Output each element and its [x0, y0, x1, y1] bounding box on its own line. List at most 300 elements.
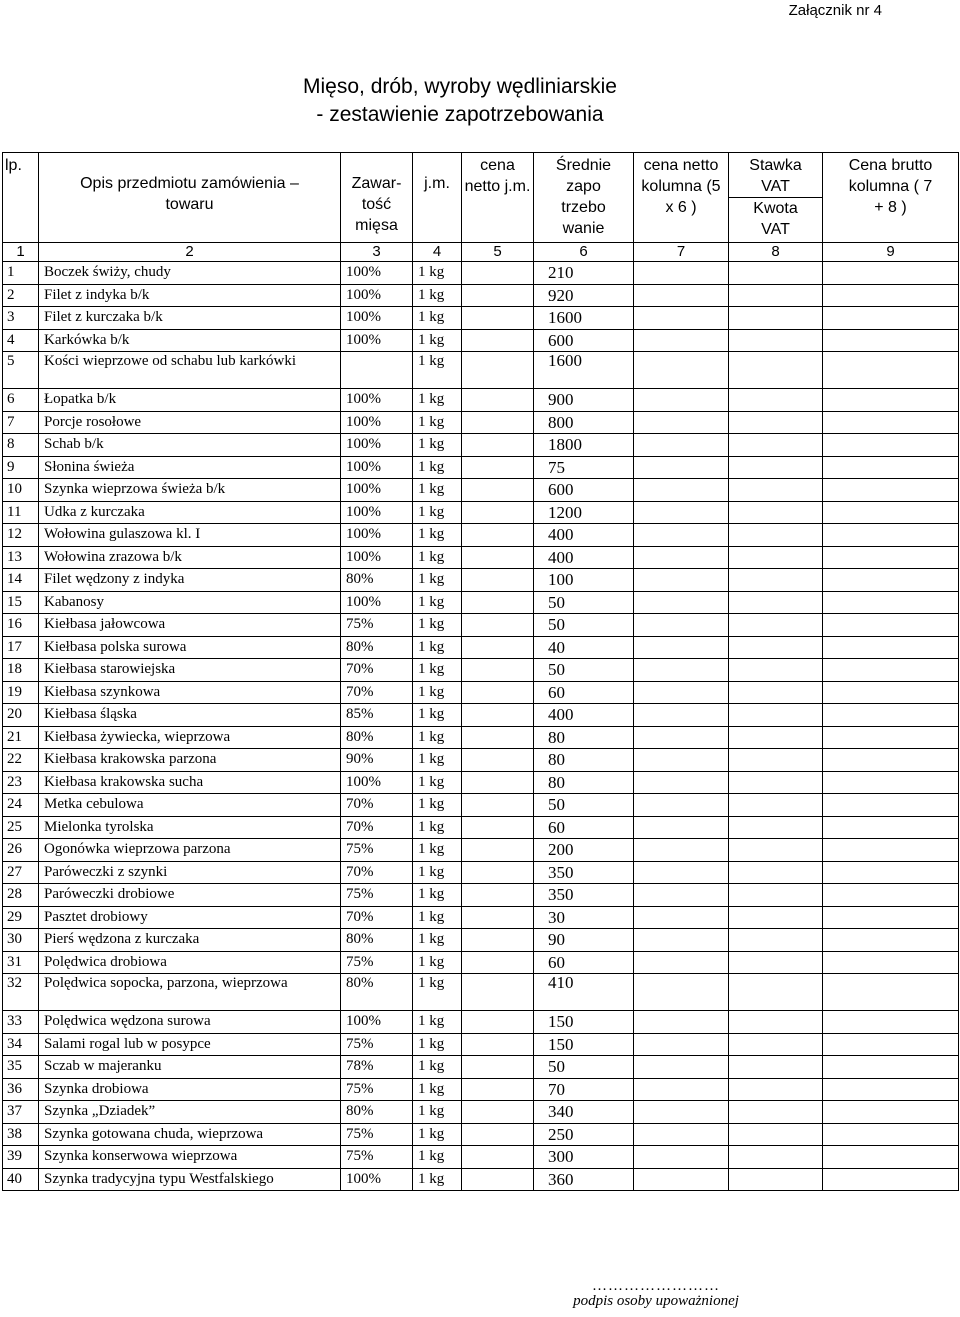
table-row — [3, 794, 959, 817]
meat-content: 100% — [341, 434, 413, 457]
net-price-unit — [462, 307, 534, 330]
avg-demand: 400 — [534, 546, 634, 569]
meat-content: 90% — [341, 749, 413, 772]
meat-content: 70% — [341, 659, 413, 682]
row-number: 7 — [3, 411, 39, 434]
vat-cell — [729, 501, 823, 524]
gross-price — [823, 591, 959, 614]
avg-demand: 400 — [534, 524, 634, 547]
row-number: 12 — [3, 524, 39, 547]
gross-price — [823, 861, 959, 884]
avg-demand: 60 — [534, 681, 634, 704]
unit: 1 kg — [413, 262, 462, 285]
unit: 1 kg — [413, 839, 462, 862]
avg-demand: 80 — [534, 726, 634, 749]
gross-price — [823, 636, 959, 659]
net-price-unit — [462, 546, 534, 569]
vat-cell — [729, 546, 823, 569]
vat-cell — [729, 307, 823, 330]
gross-price — [823, 262, 959, 285]
avg-demand: 75 — [534, 456, 634, 479]
unit: 1 kg — [413, 524, 462, 547]
avg-demand: 250 — [534, 1123, 634, 1146]
unit: 1 kg — [413, 906, 462, 929]
avg-demand: 920 — [534, 284, 634, 307]
meat-content: 78% — [341, 1056, 413, 1079]
vat-cell — [729, 569, 823, 592]
avg-demand: 1200 — [534, 501, 634, 524]
row-number: 2 — [3, 284, 39, 307]
vat-cell — [729, 329, 823, 352]
row-number: 35 — [3, 1056, 39, 1079]
row-number: 8 — [3, 434, 39, 457]
net-price-unit — [462, 861, 534, 884]
vat-cell — [729, 839, 823, 862]
unit: 1 kg — [413, 569, 462, 592]
net-price-unit — [462, 1033, 534, 1056]
unit: 1 kg — [413, 501, 462, 524]
net-price-unit — [462, 929, 534, 952]
product-name: Paróweczki z szynki — [39, 861, 341, 884]
unit: 1 kg — [413, 884, 462, 907]
meat-content: 75% — [341, 839, 413, 862]
gross-price — [823, 951, 959, 974]
row-number: 18 — [3, 659, 39, 682]
unit: 1 kg — [413, 456, 462, 479]
net-price-column — [634, 411, 729, 434]
gross-price — [823, 1146, 959, 1169]
net-price-unit — [462, 411, 534, 434]
product-name: Schab b/k — [39, 434, 341, 457]
net-price-unit — [462, 389, 534, 412]
unit: 1 kg — [413, 614, 462, 637]
net-price-unit — [462, 1078, 534, 1101]
vat-cell — [729, 951, 823, 974]
gross-price — [823, 974, 959, 1011]
unit: 1 kg — [413, 352, 462, 389]
vat-cell — [729, 591, 823, 614]
product-name: Porcje rosołowe — [39, 411, 341, 434]
product-name: Karkówka b/k — [39, 329, 341, 352]
product-name: Wołowina zrazowa b/k — [39, 546, 341, 569]
table-row — [3, 262, 959, 285]
row-number: 34 — [3, 1033, 39, 1056]
product-name: Sczab w majeranku — [39, 1056, 341, 1079]
row-number: 25 — [3, 816, 39, 839]
table-row — [3, 352, 959, 389]
meat-content: 100% — [341, 411, 413, 434]
net-price-column — [634, 884, 729, 907]
net-price-column — [634, 816, 729, 839]
header-unit: j.m. — [413, 153, 462, 243]
gross-price — [823, 1123, 959, 1146]
table-row — [3, 307, 959, 330]
net-price-unit — [462, 262, 534, 285]
table-row — [3, 636, 959, 659]
avg-demand: 40 — [534, 636, 634, 659]
net-price-column — [634, 636, 729, 659]
gross-price — [823, 794, 959, 817]
net-price-unit — [462, 1123, 534, 1146]
unit: 1 kg — [413, 861, 462, 884]
net-price-column — [634, 329, 729, 352]
row-number: 3 — [3, 307, 39, 330]
row-number: 36 — [3, 1078, 39, 1101]
product-name: Szynka wieprzowa świeża b/k — [39, 479, 341, 502]
table-row — [3, 726, 959, 749]
net-price-column — [634, 591, 729, 614]
product-name: Szynka konserwowa wieprzowa — [39, 1146, 341, 1169]
row-number: 40 — [3, 1168, 39, 1191]
column-number: 9 — [823, 243, 959, 262]
meat-content: 70% — [341, 794, 413, 817]
column-number: 7 — [634, 243, 729, 262]
avg-demand: 50 — [534, 794, 634, 817]
row-number: 33 — [3, 1011, 39, 1034]
net-price-column — [634, 389, 729, 412]
gross-price — [823, 479, 959, 502]
gross-price — [823, 1033, 959, 1056]
header-description: Opis przedmiotu zamówienia – towaru — [39, 153, 341, 243]
net-price-unit — [462, 884, 534, 907]
vat-cell — [729, 884, 823, 907]
meat-content — [341, 352, 413, 389]
net-price-unit — [462, 614, 534, 637]
signature-block — [556, 1278, 756, 1310]
requirements-table — [2, 152, 959, 1191]
net-price-column — [634, 906, 729, 929]
net-price-column — [634, 1168, 729, 1191]
table-header-row — [3, 153, 959, 243]
vat-cell — [729, 434, 823, 457]
vat-cell — [729, 861, 823, 884]
row-number: 16 — [3, 614, 39, 637]
net-price-column — [634, 659, 729, 682]
gross-price — [823, 456, 959, 479]
meat-content: 75% — [341, 1146, 413, 1169]
row-number: 38 — [3, 1123, 39, 1146]
vat-cell — [729, 1101, 823, 1124]
meat-content: 100% — [341, 524, 413, 547]
net-price-unit — [462, 906, 534, 929]
table-row — [3, 861, 959, 884]
net-price-column — [634, 569, 729, 592]
row-number: 15 — [3, 591, 39, 614]
meat-content: 75% — [341, 951, 413, 974]
meat-content: 100% — [341, 389, 413, 412]
table-row — [3, 749, 959, 772]
net-price-unit — [462, 951, 534, 974]
signature-label: podpis osoby upoważnionej — [573, 1293, 739, 1309]
row-number: 5 — [3, 352, 39, 389]
meat-content: 75% — [341, 884, 413, 907]
net-price-unit — [462, 636, 534, 659]
gross-price — [823, 839, 959, 862]
product-name: Paróweczki drobiowe — [39, 884, 341, 907]
product-name: Pierś wędzona z kurczaka — [39, 929, 341, 952]
avg-demand: 100 — [534, 569, 634, 592]
header-meat-content: Zawar- tość mięsa — [341, 153, 413, 243]
net-price-column — [634, 456, 729, 479]
meat-content: 75% — [341, 1033, 413, 1056]
table-row — [3, 434, 959, 457]
vat-cell — [729, 771, 823, 794]
unit: 1 kg — [413, 794, 462, 817]
meat-content: 100% — [341, 329, 413, 352]
net-price-column — [634, 352, 729, 389]
table-row — [3, 771, 959, 794]
meat-content: 85% — [341, 704, 413, 727]
table-row — [3, 681, 959, 704]
table-row — [3, 884, 959, 907]
net-price-unit — [462, 771, 534, 794]
net-price-column — [634, 704, 729, 727]
row-number: 1 — [3, 262, 39, 285]
net-price-column — [634, 501, 729, 524]
net-price-unit — [462, 479, 534, 502]
meat-content: 100% — [341, 479, 413, 502]
net-price-unit — [462, 1011, 534, 1034]
gross-price — [823, 929, 959, 952]
net-price-column — [634, 861, 729, 884]
meat-content: 100% — [341, 284, 413, 307]
meat-content: 100% — [341, 546, 413, 569]
avg-demand: 30 — [534, 906, 634, 929]
table-row — [3, 816, 959, 839]
net-price-column — [634, 681, 729, 704]
meat-content: 80% — [341, 726, 413, 749]
vat-cell — [729, 1056, 823, 1079]
unit: 1 kg — [413, 389, 462, 412]
gross-price — [823, 681, 959, 704]
row-number: 10 — [3, 479, 39, 502]
product-name: Kiełbasa krakowska parzona — [39, 749, 341, 772]
net-price-column — [634, 1123, 729, 1146]
gross-price — [823, 411, 959, 434]
product-name: Salami rogal lub w posypce — [39, 1033, 341, 1056]
net-price-column — [634, 771, 729, 794]
unit: 1 kg — [413, 1011, 462, 1034]
header-avg-demand: Średnie zapo trzebo wanie — [534, 153, 634, 243]
document-title: Mięso, drób, wyroby wędliniarskie — [303, 75, 617, 98]
gross-price — [823, 1101, 959, 1124]
unit: 1 kg — [413, 929, 462, 952]
gross-price — [823, 329, 959, 352]
product-name: Udka z kurczaka — [39, 501, 341, 524]
avg-demand: 350 — [534, 884, 634, 907]
table-body — [3, 262, 959, 1191]
net-price-unit — [462, 726, 534, 749]
product-name: Polędwica wędzona surowa — [39, 1011, 341, 1034]
unit: 1 kg — [413, 974, 462, 1011]
vat-cell — [729, 284, 823, 307]
meat-content: 75% — [341, 614, 413, 637]
table-row — [3, 1056, 959, 1079]
table-row — [3, 546, 959, 569]
table-row — [3, 929, 959, 952]
net-price-column — [634, 1056, 729, 1079]
meat-content: 100% — [341, 1168, 413, 1191]
row-number: 14 — [3, 569, 39, 592]
row-number: 29 — [3, 906, 39, 929]
net-price-unit — [462, 1056, 534, 1079]
avg-demand: 1800 — [534, 434, 634, 457]
net-price-unit — [462, 704, 534, 727]
vat-cell — [729, 479, 823, 502]
meat-content: 100% — [341, 501, 413, 524]
avg-demand: 150 — [534, 1011, 634, 1034]
unit: 1 kg — [413, 951, 462, 974]
avg-demand: 1600 — [534, 352, 634, 389]
signature-line: …………………… — [592, 1278, 720, 1294]
header-net-price-column: cena netto kolumna (5 x 6 ) — [634, 153, 729, 243]
product-name: Mielonka tyrolska — [39, 816, 341, 839]
row-number: 24 — [3, 794, 39, 817]
gross-price — [823, 501, 959, 524]
column-number: 6 — [534, 243, 634, 262]
gross-price — [823, 569, 959, 592]
gross-price — [823, 884, 959, 907]
product-name: Kiełbasa polska surowa — [39, 636, 341, 659]
gross-price — [823, 816, 959, 839]
unit: 1 kg — [413, 659, 462, 682]
vat-cell — [729, 816, 823, 839]
vat-cell — [729, 1011, 823, 1034]
vat-cell — [729, 1123, 823, 1146]
gross-price — [823, 1011, 959, 1034]
net-price-unit — [462, 569, 534, 592]
product-name: Polędwica drobiowa — [39, 951, 341, 974]
vat-cell — [729, 614, 823, 637]
gross-price — [823, 546, 959, 569]
product-name: Kości wieprzowe od schabu lub karkówki — [39, 352, 341, 389]
unit: 1 kg — [413, 1101, 462, 1124]
table-row — [3, 284, 959, 307]
meat-content: 100% — [341, 1011, 413, 1034]
avg-demand: 70 — [534, 1078, 634, 1101]
avg-demand: 150 — [534, 1033, 634, 1056]
net-price-unit — [462, 591, 534, 614]
row-number: 28 — [3, 884, 39, 907]
gross-price — [823, 749, 959, 772]
net-price-column — [634, 479, 729, 502]
gross-price — [823, 771, 959, 794]
avg-demand: 80 — [534, 749, 634, 772]
gross-price — [823, 284, 959, 307]
net-price-column — [634, 839, 729, 862]
avg-demand: 60 — [534, 951, 634, 974]
net-price-unit — [462, 749, 534, 772]
vat-cell — [729, 974, 823, 1011]
vat-cell — [729, 659, 823, 682]
net-price-unit — [462, 501, 534, 524]
unit: 1 kg — [413, 1168, 462, 1191]
net-price-unit — [462, 659, 534, 682]
meat-content: 75% — [341, 1123, 413, 1146]
row-number: 39 — [3, 1146, 39, 1169]
table-row — [3, 1078, 959, 1101]
avg-demand: 400 — [534, 704, 634, 727]
vat-cell — [729, 1146, 823, 1169]
gross-price — [823, 1168, 959, 1191]
table-row — [3, 1011, 959, 1034]
unit: 1 kg — [413, 636, 462, 659]
header-lp: lp. — [3, 153, 39, 243]
row-number: 22 — [3, 749, 39, 772]
net-price-unit — [462, 1101, 534, 1124]
gross-price — [823, 307, 959, 330]
unit: 1 kg — [413, 434, 462, 457]
unit: 1 kg — [413, 771, 462, 794]
unit: 1 kg — [413, 1056, 462, 1079]
vat-cell — [729, 1078, 823, 1101]
net-price-column — [634, 307, 729, 330]
avg-demand: 50 — [534, 591, 634, 614]
product-name: Kiełbasa śląska — [39, 704, 341, 727]
vat-cell — [729, 929, 823, 952]
net-price-column — [634, 1078, 729, 1101]
unit: 1 kg — [413, 284, 462, 307]
vat-cell — [729, 524, 823, 547]
product-name: Kiełbasa jałowcowa — [39, 614, 341, 637]
product-name: Filet wędzony z indyka — [39, 569, 341, 592]
net-price-unit — [462, 794, 534, 817]
product-name: Szynka gotowana chuda, wieprzowa — [39, 1123, 341, 1146]
table-row — [3, 1123, 959, 1146]
product-name: Kiełbasa starowiejska — [39, 659, 341, 682]
avg-demand: 210 — [534, 262, 634, 285]
header-net-price-unit: cena netto j.m. — [462, 153, 534, 243]
unit: 1 kg — [413, 1033, 462, 1056]
row-number: 11 — [3, 501, 39, 524]
net-price-column — [634, 262, 729, 285]
unit: 1 kg — [413, 411, 462, 434]
vat-cell — [729, 704, 823, 727]
avg-demand: 300 — [534, 1146, 634, 1169]
table-row — [3, 501, 959, 524]
unit: 1 kg — [413, 1078, 462, 1101]
table-row — [3, 524, 959, 547]
row-number: 27 — [3, 861, 39, 884]
meat-content: 80% — [341, 636, 413, 659]
column-number: 1 — [3, 243, 39, 262]
net-price-column — [634, 749, 729, 772]
meat-content: 100% — [341, 591, 413, 614]
gross-price — [823, 704, 959, 727]
net-price-unit — [462, 816, 534, 839]
annex-label: Załącznik nr 4 — [788, 2, 882, 19]
net-price-unit — [462, 681, 534, 704]
avg-demand: 80 — [534, 771, 634, 794]
gross-price — [823, 1056, 959, 1079]
table-row — [3, 906, 959, 929]
row-number: 37 — [3, 1101, 39, 1124]
column-number-row — [3, 243, 959, 262]
product-name: Boczek świży, chudy — [39, 262, 341, 285]
product-name: Polędwica sopocka, parzona, wieprzowa — [39, 974, 341, 1011]
net-price-unit — [462, 1168, 534, 1191]
unit: 1 kg — [413, 307, 462, 330]
column-number: 8 — [729, 243, 823, 262]
unit: 1 kg — [413, 479, 462, 502]
net-price-column — [634, 1101, 729, 1124]
meat-content: 100% — [341, 456, 413, 479]
row-number: 17 — [3, 636, 39, 659]
avg-demand: 200 — [534, 839, 634, 862]
net-price-unit — [462, 434, 534, 457]
net-price-unit — [462, 524, 534, 547]
product-name: Filet z indyka b/k — [39, 284, 341, 307]
